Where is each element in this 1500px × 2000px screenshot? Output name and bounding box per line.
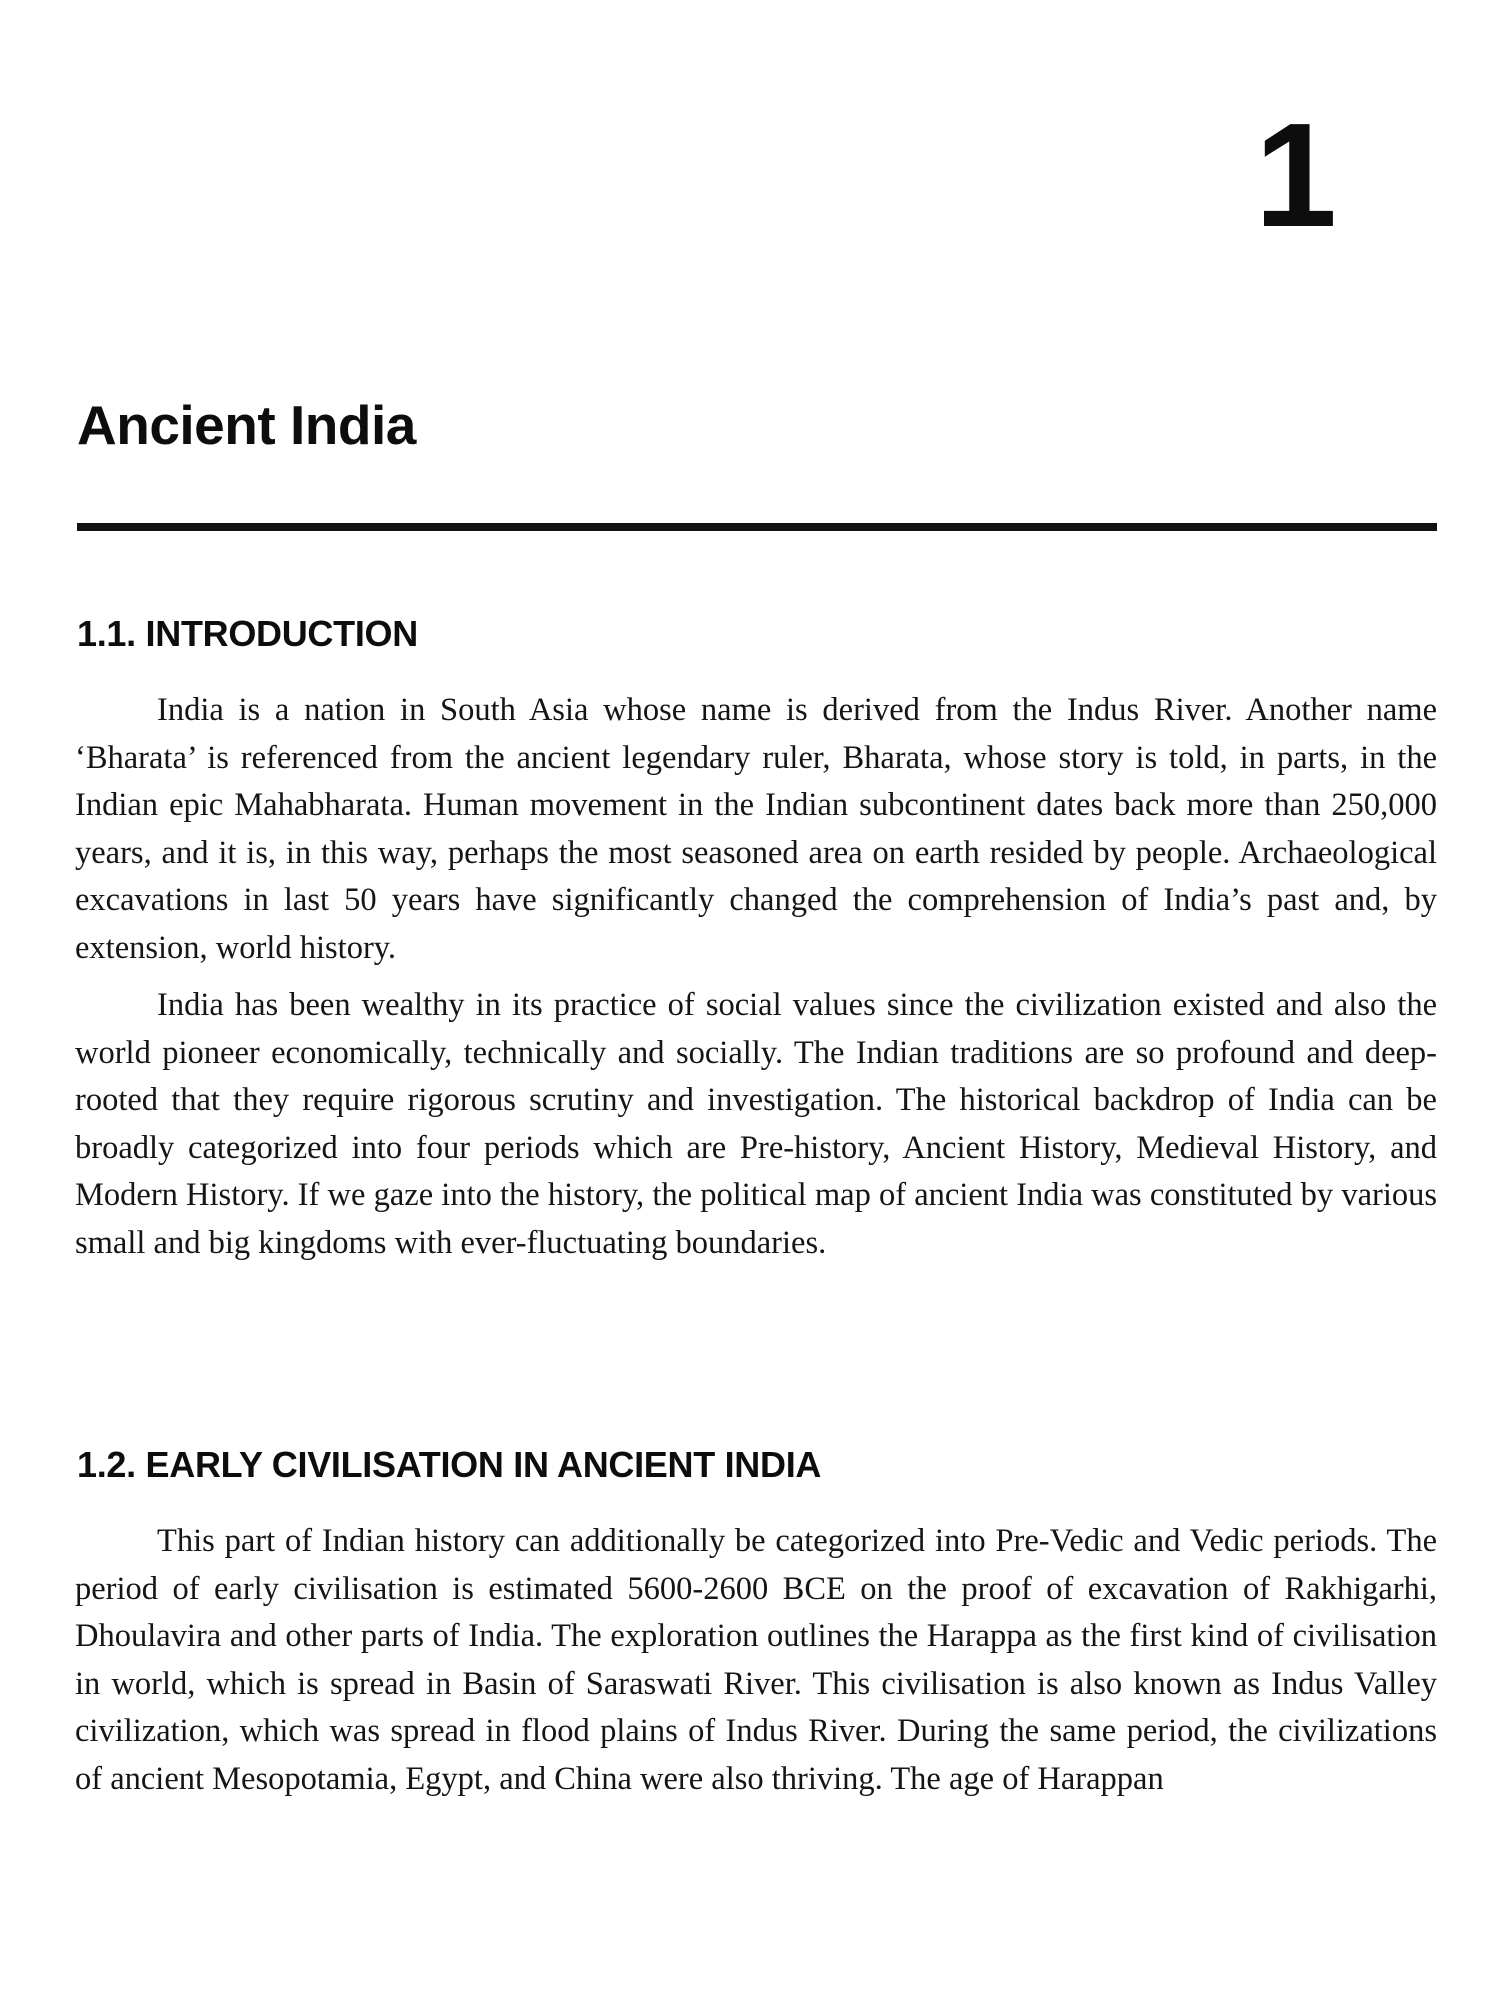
paragraph: India has been wealthy in its practice of social values since the civilization existed and also the world pioneer economically, technically and socially. The Indian traditions are so profound and deep-rooted that they require rigorous scrutiny and investigation. The historical backdrop of India can be broadly categorized into four periods which are Pre-history, Ancient History, Medieval History, and Modern History. If we gaze into the history, the political map of ancient India was constituted by various small and big kingdoms with ever-fluctuating boundaries.	[75, 987, 1437, 1261]
title-divider	[77, 523, 1437, 531]
paragraph: This part of Indian history can additionally be categorized into Pre-Vedic and Vedic periods. The period of early civilisation is estimated 5600-2600 BCE on the proof of excavation of Rakhigarhi, Dhoulavira and other parts of India. The exploration outlines the Harappa as the first kind of civilisation in world, which is spread in Basin of Saraswati River. This civilisation is also known as Indus Valley civilization, which was spread in flood plains of Indus River. During the same period, the civilizations of ancient Mesopotamia, Egypt, and China were also thriving. The age of Harappan	[75, 1523, 1437, 1797]
section-body-early-civilisation	[75, 1518, 1437, 1813]
chapter-number: 1	[1254, 93, 1337, 258]
section-body-introduction	[75, 687, 1437, 1277]
section-heading-early-civilisation: 1.2. EARLY CIVILISATION IN ANCIENT INDIA	[77, 1444, 822, 1485]
section-heading-introduction: 1.1. INTRODUCTION	[77, 613, 418, 654]
paragraph: India is a nation in South Asia whose name is derived from the Indus River. Another name ‘Bharata’ is referenced from the ancient legendary ruler, Bharata, whose story is told, in parts, in the Indian epic Mahabharata. Human movement in the Indian subcontinent dates back more than 250,000 years, and it is, in this way, perhaps the most seasoned area on earth resided by people. Archaeological excavations in last 50 years have significantly changed the comprehension of India’s past and, by extension, world history.	[75, 692, 1437, 966]
chapter-title: Ancient India	[77, 394, 416, 456]
